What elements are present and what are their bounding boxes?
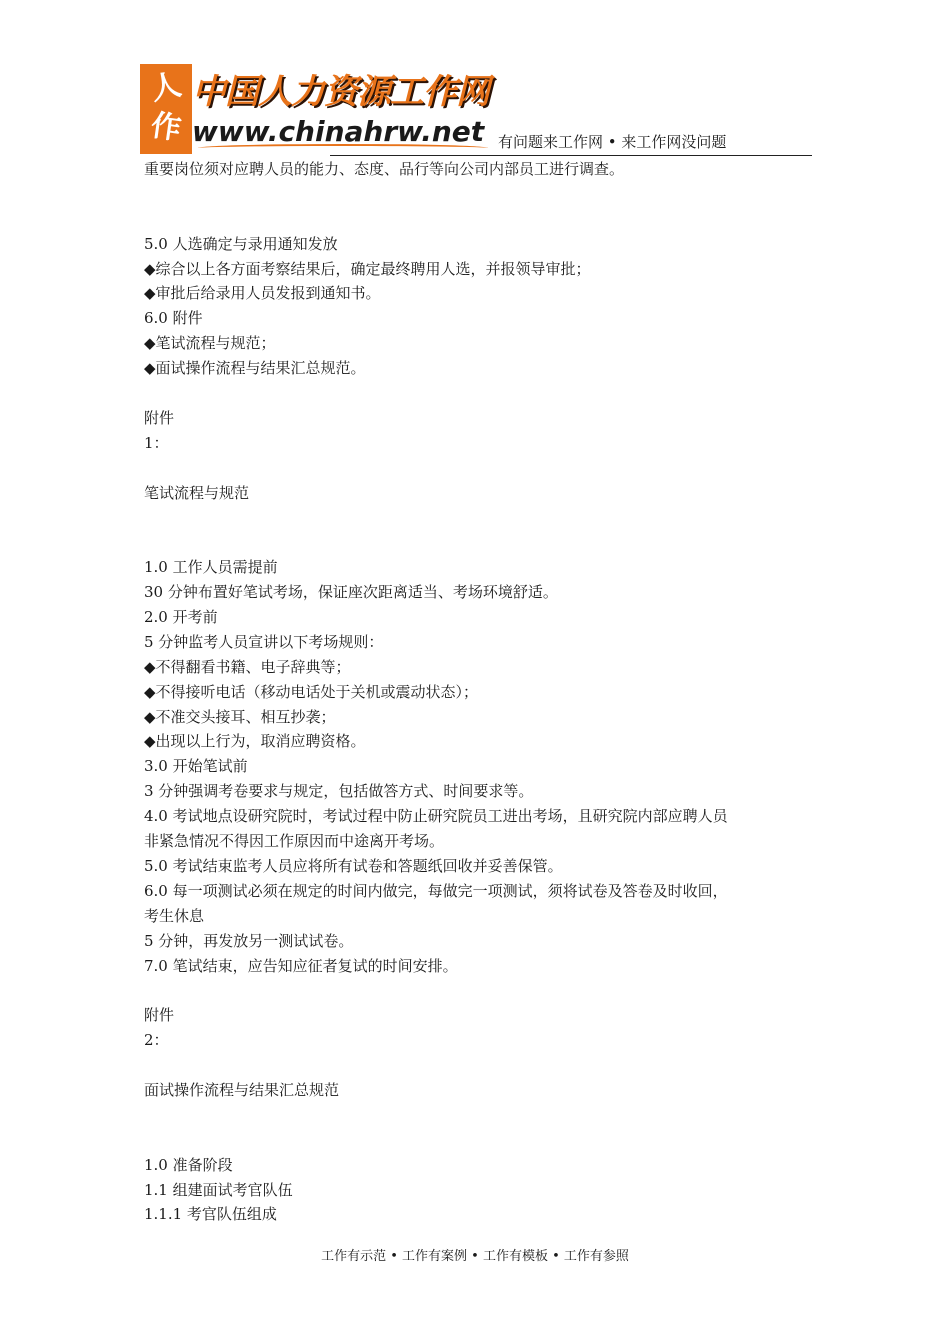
text-line: 5.0 考试结束监考人员应将所有试卷和答题纸回收并妥善保管。 (144, 856, 563, 875)
text-line: 1.1 组建面试考官队伍 (144, 1180, 293, 1199)
text-line: 附件 (144, 1006, 175, 1025)
text-line: ◆出现以上行为，取消应聘资格。 (144, 732, 366, 751)
logo-emblem (140, 64, 192, 154)
page-header (140, 64, 812, 158)
text-line: 非紧急情况不得因工作原因而中途离开考场。 (144, 832, 445, 851)
text-line: 附件 (144, 408, 175, 427)
text-line: ◆面试操作流程与结果汇总规范。 (144, 359, 366, 378)
header-slogan: 有问题来工作网 • 来工作网没问题 (498, 133, 727, 151)
text-line: 6.0 每一项测试必须在规定的时间内做完，每做完一项测试，须将试卷及答卷及时收回， (144, 881, 728, 900)
text-line: 7.0 笔试结束，应告知应征者复试的时间安排。 (144, 956, 458, 975)
text-line: 1.0 准备阶段 (144, 1155, 233, 1174)
header-divider (330, 155, 812, 156)
blank-line (144, 1053, 804, 1078)
text-line: 笔试流程与规范 (144, 483, 250, 502)
logo-url: www.chinahrw.net (192, 115, 485, 148)
logo-title: 中国人力资源工作网 (192, 72, 489, 112)
text-line: 2.0 开考前 (144, 608, 218, 627)
blank-line (144, 182, 804, 207)
text-line: ◆不得接听电话（移动电话处于关机或震动状态）； (144, 682, 479, 701)
text-line: 6.0 附件 (144, 309, 203, 328)
blank-line (144, 1103, 804, 1128)
text-line: ◆不准交头接耳、相互抄袭； (144, 707, 336, 726)
text-line: 1.1.1 考官队伍组成 (144, 1205, 277, 1224)
text-line: 重要岗位须对应聘人员的能力、态度、品行等向公司内部员工进行调查。 (144, 160, 625, 178)
text-line: ◆综合以上各方面考察结果后，确定最终聘用人选，并报领导审批； (144, 259, 591, 278)
text-line: 4.0 考试地点设研究院时，考试过程中防止研究院员工进出考场，且研究院内部应聘人员 (144, 807, 728, 826)
text-line: 1.0 工作人员需提前 (144, 558, 278, 577)
text-line: 面试操作流程与结果汇总规范 (144, 1080, 340, 1099)
blank-line (144, 530, 804, 555)
text-line: 5.0 人选确定与录用通知发放 (144, 234, 338, 253)
text-line: 1： (144, 433, 169, 452)
document-body (144, 157, 804, 1227)
blank-line (144, 456, 804, 481)
text-line: 5 分钟监考人员宣讲以下考场规则： (144, 632, 384, 651)
blank-line (144, 505, 804, 530)
blank-line (144, 381, 804, 406)
text-line: 3.0 开始笔试前 (144, 757, 248, 776)
blank-line (144, 1128, 804, 1153)
logo-emblem-char-top: 人 (147, 67, 185, 108)
text-line: 30 分钟布置好笔试考场，保证座次距离适当、考场环境舒适。 (144, 583, 558, 602)
text-line: 5 分钟，再发放另一测试试卷。 (144, 931, 354, 950)
text-line: 3 分钟强调考卷要求与规定，包括做答方式、时间要求等。 (144, 782, 534, 801)
logo-swoosh (198, 144, 488, 152)
text-line: 2： (144, 1031, 169, 1050)
logo-emblem-char-bottom: 作 (148, 108, 184, 147)
text-line: ◆不得翻看书籍、电子辞典等； (144, 657, 351, 676)
text-line: ◆审批后给录用人员发报到通知书。 (144, 284, 381, 303)
page-footer: 工作有示范 • 工作有案例 • 工作有模板 • 工作有参照 (321, 1249, 629, 1264)
blank-line (144, 978, 804, 1003)
text-line: ◆笔试流程与规范； (144, 334, 276, 353)
text-line: 考生休息 (144, 906, 205, 925)
blank-line (144, 207, 804, 232)
